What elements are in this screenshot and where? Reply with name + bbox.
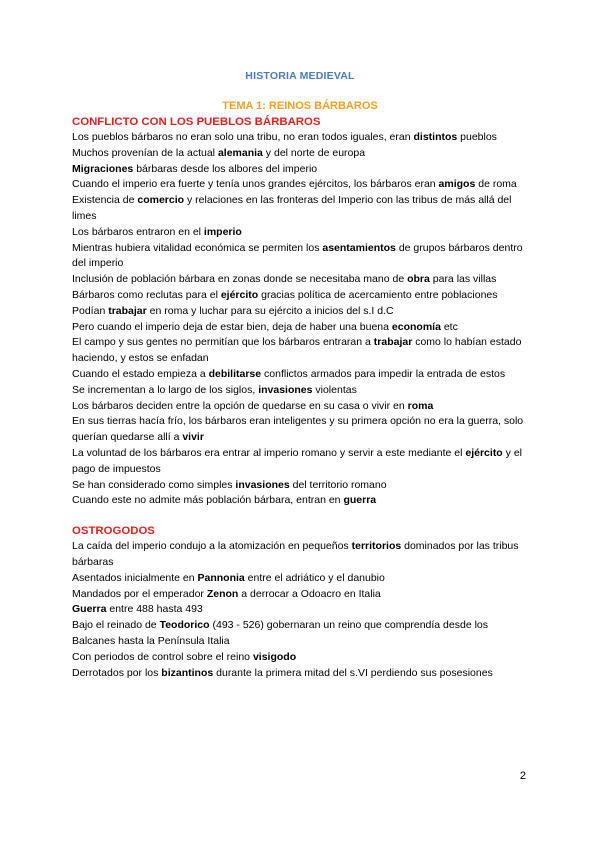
bold-term: alemania bbox=[217, 146, 263, 159]
bold-term: economía bbox=[391, 320, 441, 333]
text-segment: El campo y sus gentes no permitían que los bárbaros entraran a bbox=[72, 336, 374, 349]
text-segment: Bárbaros como reclutas para el bbox=[72, 288, 221, 301]
text-segment: dominados por las tribus bárbaras bbox=[72, 540, 519, 568]
bold-term: trabajar bbox=[373, 336, 413, 349]
text-segment: y relaciones en las fronteras del Imperio con las tribus de más allá del limes bbox=[72, 194, 512, 222]
text-line bbox=[72, 335, 532, 367]
text-line bbox=[72, 414, 532, 446]
text-segment: Podían bbox=[72, 304, 109, 317]
text-segment: Cuando el imperio era fuerte y tenía unos grandes ejércitos, los bárbaros eran bbox=[72, 178, 439, 191]
bold-term: Migraciones bbox=[72, 162, 134, 175]
text-segment: Mandados por el emperador bbox=[72, 587, 207, 600]
bold-term: Pannonia bbox=[197, 571, 245, 584]
text-line bbox=[72, 399, 532, 415]
bold-term: invasiones bbox=[258, 383, 313, 396]
text-segment: La caída del imperio condujo a la atomización en pequeños bbox=[72, 540, 352, 553]
bold-term: distintos bbox=[413, 131, 458, 143]
bold-term: Guerra bbox=[72, 603, 107, 616]
text-segment: Cuando este no admite más población bárbara, entran en bbox=[72, 494, 344, 507]
text-segment: entre 488 hasta 493 bbox=[106, 603, 203, 616]
text-line bbox=[72, 618, 532, 650]
bold-term: imperio bbox=[203, 225, 242, 238]
topic-title: TEMA 1: REINOS BÁRBAROS bbox=[222, 100, 378, 112]
document-body bbox=[72, 114, 532, 681]
text-segment: como lo habían estado haciendo, y estos se enfadan bbox=[72, 336, 522, 365]
text-segment: etc bbox=[440, 320, 458, 333]
document-title: HISTORIA MEDIEVAL bbox=[245, 70, 355, 82]
bold-term: obra bbox=[407, 273, 430, 286]
text-segment: a derrocar a Odoacro en Italia bbox=[238, 587, 381, 600]
text-segment: en roma y luchar para su ejército a inicios del s.I d.C bbox=[146, 304, 394, 317]
text-segment: violentas bbox=[312, 383, 357, 396]
bold-term: Teodorico bbox=[159, 619, 210, 632]
text-segment: conflictos armados para impedir la entrada de estos bbox=[261, 367, 506, 380]
text-segment: Cuando el estado empieza a bbox=[72, 367, 209, 380]
text-line bbox=[72, 288, 532, 304]
text-segment: (493 - 526) gobernaran un reino que comprendía desde los Balcanes hasta la Península Italia bbox=[72, 619, 488, 647]
text-segment: Derrotados por los bbox=[72, 666, 162, 679]
text-line bbox=[72, 571, 532, 587]
bold-term: amigos bbox=[438, 178, 476, 191]
section-title: OSTROGODOS bbox=[72, 525, 155, 538]
text-line bbox=[72, 177, 532, 193]
bold-term: guerra bbox=[343, 494, 377, 507]
text-segment: Se han considerado como simples bbox=[72, 478, 236, 491]
text-segment: Se incrementan a lo largo de los siglos, bbox=[72, 383, 259, 396]
text-segment: entre el adriático y el danubio bbox=[244, 571, 385, 584]
bold-term: invasiones bbox=[235, 478, 290, 491]
text-segment: de grupos bárbaros dentro del imperio bbox=[72, 241, 523, 270]
page-number: 2 bbox=[519, 770, 526, 782]
text-line bbox=[72, 162, 532, 178]
text-segment: gracias política de acercamiento entre poblaciones bbox=[258, 288, 498, 301]
text-line bbox=[72, 478, 532, 494]
text-segment: pueblos bbox=[457, 131, 497, 143]
text-segment: La voluntad de los bárbaros era entrar al imperio romano y servir a este mediante el bbox=[72, 446, 466, 459]
text-segment: Pero cuando el imperio deja de estar bien, deja de haber una buena bbox=[72, 320, 392, 333]
text-segment: y del norte de europa bbox=[262, 146, 366, 159]
text-line bbox=[72, 587, 532, 603]
bold-term: asentamientos bbox=[322, 241, 396, 254]
text-segment: Bajo el reinado de bbox=[72, 619, 160, 632]
text-segment: Asentados inicialmente en bbox=[72, 571, 198, 584]
text-segment: Los bárbaros deciden entre la opción de quedarse en su casa o vivir en bbox=[72, 399, 408, 412]
bold-term: Zenon bbox=[206, 587, 239, 600]
text-segment: Muchos provenían de la actual bbox=[72, 146, 218, 159]
text-segment: bárbaras desde los albores del imperio bbox=[133, 162, 318, 175]
text-segment: y el pago de impuestos bbox=[72, 446, 522, 475]
text-line bbox=[72, 539, 532, 571]
text-line bbox=[72, 493, 532, 509]
bold-term: bizantinos bbox=[161, 666, 214, 679]
text-line bbox=[72, 241, 532, 273]
bold-term: visigodo bbox=[252, 650, 297, 663]
text-line bbox=[72, 320, 532, 336]
text-segment: durante la primera mitad del s.VI perdiendo sus posesiones bbox=[213, 666, 493, 679]
text-segment: del territorio romano bbox=[289, 478, 387, 491]
text-line bbox=[72, 383, 532, 399]
text-segment: Inclusión de población bárbara en zonas donde se necesitaba mano de bbox=[72, 273, 408, 286]
text-line bbox=[72, 650, 532, 666]
text-line bbox=[72, 225, 532, 241]
text-line bbox=[72, 666, 532, 682]
text-segment: Los bárbaros entraron en el bbox=[72, 225, 204, 238]
section-title: CONFLICTO CON LOS PUEBLOS BÁRBAROS bbox=[72, 116, 321, 128]
text-line bbox=[72, 367, 532, 383]
text-segment: Con periodos de control sobre el reino bbox=[72, 650, 253, 663]
text-segment: para las villas bbox=[429, 273, 497, 286]
text-segment: Mientras hubiera vitalidad económica se permiten los bbox=[72, 241, 323, 254]
text-segment: En sus tierras hacía frío, los bárbaros eran inteligentes y su primera opción no era la guerra, solo querían quedarse allí a bbox=[72, 415, 524, 444]
text-line bbox=[72, 193, 532, 225]
text-segment: Existencia de bbox=[72, 194, 138, 207]
bold-term: ejército bbox=[465, 446, 503, 459]
text-segment: Los pueblos bárbaros no eran solo una tribu, no eran todos iguales, eran bbox=[72, 131, 414, 143]
text-line bbox=[72, 130, 532, 146]
text-line bbox=[72, 304, 532, 320]
bold-term: debilitarse bbox=[208, 367, 262, 380]
bold-term: comercio bbox=[137, 194, 185, 207]
bold-term: territorios bbox=[351, 540, 402, 553]
text-line bbox=[72, 146, 532, 162]
text-line bbox=[72, 272, 532, 288]
bold-term: vivir bbox=[182, 431, 204, 444]
bold-term: roma bbox=[407, 399, 434, 412]
text-line bbox=[72, 446, 532, 478]
text-segment: de roma bbox=[475, 178, 517, 191]
bold-term: ejército bbox=[220, 288, 259, 301]
text-line bbox=[72, 602, 532, 618]
bold-term: trabajar bbox=[108, 304, 147, 317]
